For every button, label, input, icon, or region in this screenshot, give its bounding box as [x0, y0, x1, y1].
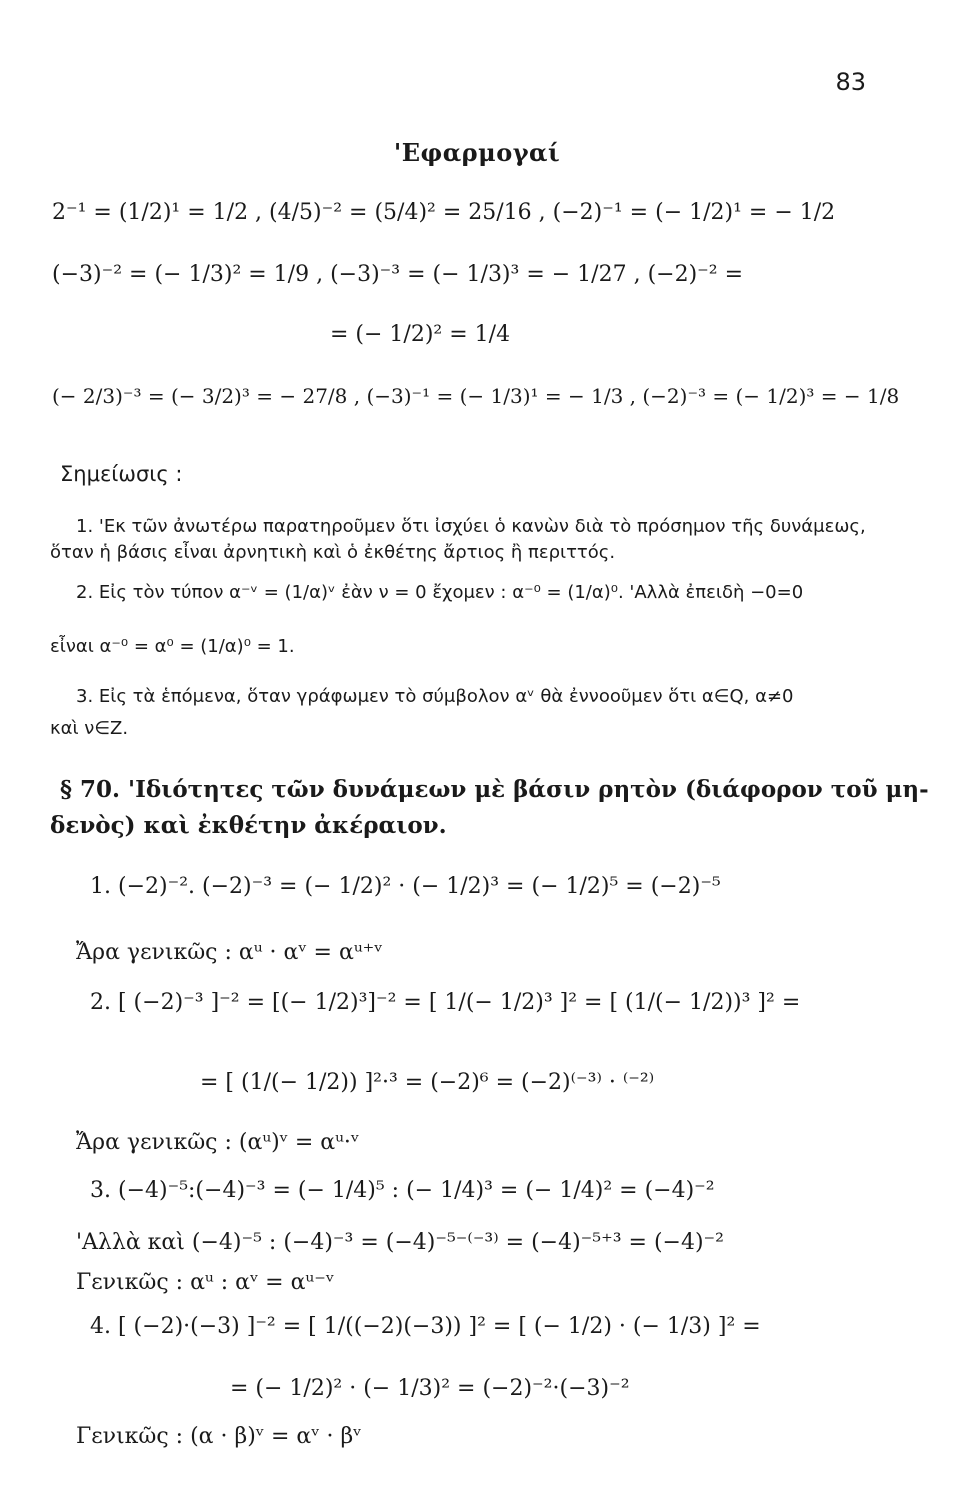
application-line: = (− 1/2)² = 1/4 [330, 322, 511, 347]
property-line: = (− 1/2)² · (− 1/3)² = (−2)⁻²·(−3)⁻² [230, 1376, 630, 1401]
notes-heading: Σημείωσις : [60, 462, 183, 486]
property-line: 2. [ (−2)⁻³ ]⁻² = [(− 1/2)³]⁻² = [ 1/(− 1/2)³ ]² = [ (1/(− 1/2))³ ]² = [90, 990, 801, 1015]
page-title: 'Εφαρμογαί [393, 138, 561, 167]
property-line: 3. (−4)⁻⁵:(−4)⁻³ = (− 1/4)⁵ : (− 1/4)³ = (− 1/4)² = (−4)⁻² [90, 1178, 715, 1203]
property-line: Ἄρα γενικῶς : (αᵘ)ᵛ = αᵘ·ᵛ [76, 1130, 360, 1155]
note-line: 3. Εἰς τὰ ἑπόμενα, ὅταν γράφωμεν τὸ σύμβολον αᵛ θὰ ἐννοοῦμεν ὅτι α∈Q, α≠0 [76, 686, 794, 707]
section-heading-continued: δενὸς) καὶ ἐκθέτην ἀκέραιον. [50, 812, 447, 839]
property-line: 4. [ (−2)·(−3) ]⁻² = [ 1/((−2)(−3)) ]² = [ (− 1/2) · (− 1/3) ]² = [90, 1314, 761, 1339]
note-line: καὶ ν∈Z. [50, 718, 129, 739]
property-line: Γενικῶς : (α · β)ᵛ = αᵛ · βᵛ [76, 1424, 362, 1449]
note-line: 1. 'Εκ τῶν ἀνωτέρω παρατηροῦμεν ὅτι ἰσχύει ὁ κανὼν διὰ τὸ πρόσημον τῆς δυνάμεως, [76, 516, 866, 537]
property-line: Γενικῶς : αᵘ : αᵛ = αᵘ⁻ᵛ [76, 1270, 335, 1295]
property-line: 'Αλλὰ καὶ (−4)⁻⁵ : (−4)⁻³ = (−4)⁻⁵⁻⁽⁻³⁾ = (−4)⁻⁵⁺³ = (−4)⁻² [76, 1230, 724, 1255]
note-line: 2. Εἰς τὸν τύπον α⁻ᵛ = (1/α)ᵛ ἐὰν ν = 0 ἔχομεν : α⁻⁰ = (1/α)⁰. 'Αλλὰ ἐπειδὴ −0=0 [76, 582, 804, 603]
page-number: 83 [835, 68, 866, 96]
section-heading: § 70. 'Ιδιότητες τῶν δυνάμεων μὲ βάσιν ρητὸν (διάφορον τοῦ μη- [60, 776, 929, 803]
application-line: (− 2/3)⁻³ = (− 3/2)³ = − 27/8 , (−3)⁻¹ = (− 1/3)¹ = − 1/3 , (−2)⁻³ = (− 1/2)³ = − 1/8 [52, 384, 900, 408]
application-line: (−3)⁻² = (− 1/3)² = 1/9 , (−3)⁻³ = (− 1/3)³ = − 1/27 , (−2)⁻² = [52, 262, 744, 287]
property-line: = [ (1/(− 1/2)) ]²·³ = (−2)⁶ = (−2)⁽⁻³⁾ · ⁽⁻²⁾ [200, 1070, 655, 1095]
application-line: 2⁻¹ = (1/2)¹ = 1/2 , (4/5)⁻² = (5/4)² = 25/16 , (−2)⁻¹ = (− 1/2)¹ = − 1/2 [52, 200, 836, 225]
note-line: ὅταν ἡ βάσις εἶναι ἀρνητικὴ καὶ ὁ ἐκθέτης ἄρτιος ἢ περιττός. [50, 542, 616, 563]
note-line: εἶναι α⁻⁰ = α⁰ = (1/α)⁰ = 1. [50, 636, 295, 657]
property-line: Ἄρα γενικῶς : αᵘ · αᵛ = αᵘ⁺ᵛ [76, 940, 383, 965]
property-line: 1. (−2)⁻². (−2)⁻³ = (− 1/2)² · (− 1/2)³ = (− 1/2)⁵ = (−2)⁻⁵ [90, 874, 721, 899]
